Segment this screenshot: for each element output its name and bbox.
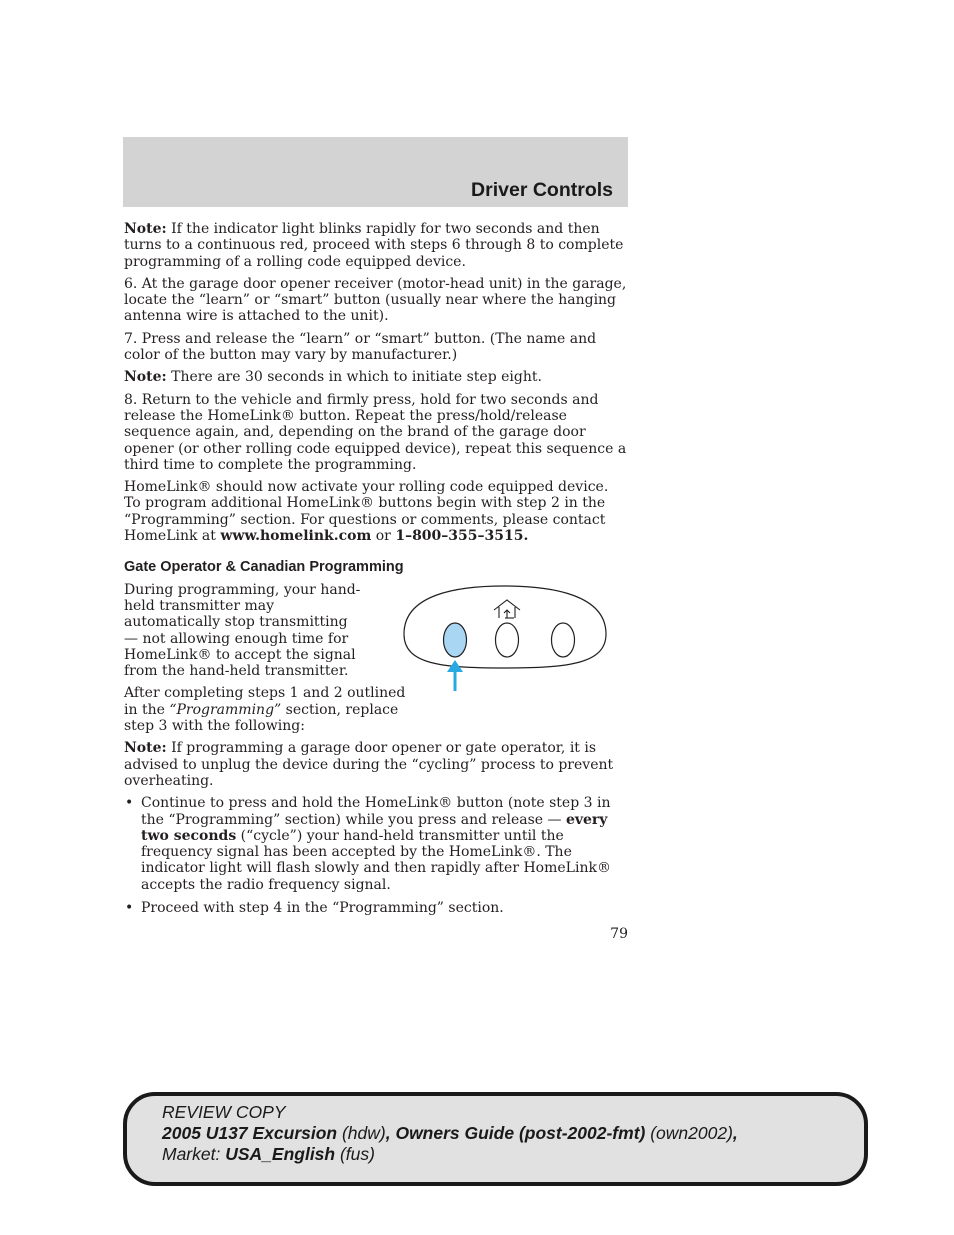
note-text: If the indicator light blinks rapidly for two seconds and then turns to a continuous red, proceed with steps 6 through 8 to complete programming of a rolling code equipped device. <box>124 221 624 270</box>
after-steps-text-2: section, replace step 3 with the following: <box>124 701 399 735</box>
homelink-paragraph <box>124 479 628 544</box>
section-header-band <box>123 137 628 207</box>
bullet-icon: • <box>125 899 134 916</box>
homelink-phone: 1–800–355–3515. <box>395 528 529 545</box>
bullet-list <box>124 795 628 916</box>
after-steps-paragraph <box>124 685 414 734</box>
bullet-icon: • <box>125 795 134 812</box>
footer-own: (own2002) <box>645 1123 733 1143</box>
note-paragraph-1 <box>124 221 628 270</box>
bullet-text: Continue to press and hold the HomeLink® button (note step 3 in the “Programming” section) while you press and release — <box>141 795 611 828</box>
homelink-panel-illustration <box>398 584 610 696</box>
footer-hdw: (hdw) <box>337 1123 386 1143</box>
section-title: Driver Controls <box>471 179 613 201</box>
note-text: There are 30 seconds in which to initiate step eight. <box>166 369 542 386</box>
homelink-text: HomeLink® should now activate your rolling code equipped device. To program additional HomeLink® buttons begin with step 2 in the “Programming” section. For questions or comments, please contact HomeLink at <box>124 479 609 545</box>
bullet-emphasis: every two seconds <box>141 811 608 844</box>
note-label: Note: <box>124 740 167 757</box>
footer-market: USA_English <box>225 1144 336 1164</box>
list-item <box>124 795 628 893</box>
step-7: 7. Press and release the “learn” or “smart” button. (The name and color of the button may vary by manufacturer.) <box>124 330 597 364</box>
step-8: 8. Return to the vehicle and firmly press, hold for two seconds and release the HomeLink® button. Repeat the press/hold/release sequence again, and, depending on the brand of the garage door opener (or other rolling code equipped device), repeat this sequence a third time to complete the programming. <box>124 391 627 473</box>
list-item <box>124 900 628 916</box>
subsection-heading: Gate Operator & Canadian Programming <box>124 559 404 576</box>
page-number: 79 <box>610 926 628 942</box>
footer-guide: , Owners Guide (post-2002-fmt) <box>385 1123 646 1143</box>
page-content <box>124 221 628 923</box>
step-6: 6. At the garage door opener receiver (motor-head unit) in the garage, locate the “learn” or “smart” button (usually near where the hanging antenna wire is attached to the unit). <box>124 275 627 325</box>
homelink-buttons-figure <box>398 584 610 696</box>
note-paragraph-3 <box>124 740 628 789</box>
footer-model: 2005 U137 Excursion <box>162 1123 338 1143</box>
after-steps-text: After completing steps 1 and 2 outlined in the <box>124 685 406 718</box>
programming-ref: “Programming” <box>169 701 282 718</box>
bullet-text-2: (“cycle”) your hand-held transmitter until the frequency signal has been accepted by the HomeLink®. The indicator light will flash slowly and then rapidly after HomeLink® accepts the radio frequency signal. <box>141 827 611 893</box>
homelink-button-3 <box>552 623 575 657</box>
review-copy-footer <box>123 1092 868 1186</box>
bullet-text: Proceed with step 4 in the “Programming” section. <box>141 899 504 916</box>
or-text: or <box>371 528 396 545</box>
footer-line-3 <box>162 1144 738 1165</box>
homelink-button-2 <box>496 623 519 657</box>
homelink-button-1 <box>444 623 467 657</box>
footer-text <box>162 1102 738 1165</box>
homelink-url: www.homelink.com <box>220 528 372 545</box>
note-text: If programming a garage door opener or gate operator, it is advised to unplug the device during the “cycling” process to prevent overheating. <box>124 740 614 789</box>
note-label: Note: <box>124 369 167 386</box>
footer-line-2 <box>162 1123 738 1144</box>
footer-fus: (fus) <box>335 1144 375 1164</box>
note-label: Note: <box>124 221 167 237</box>
footer-market-label: Market: <box>162 1144 226 1164</box>
footer-comma: , <box>732 1123 738 1143</box>
note-paragraph-2 <box>124 369 628 385</box>
footer-line-1: REVIEW COPY <box>162 1102 286 1122</box>
programming-paragraph: During programming, your hand-held transmitter may automatically stop transmitting — not allowing enough time for HomeLink® to accept the signal from the hand-held transmitter. <box>124 581 361 680</box>
